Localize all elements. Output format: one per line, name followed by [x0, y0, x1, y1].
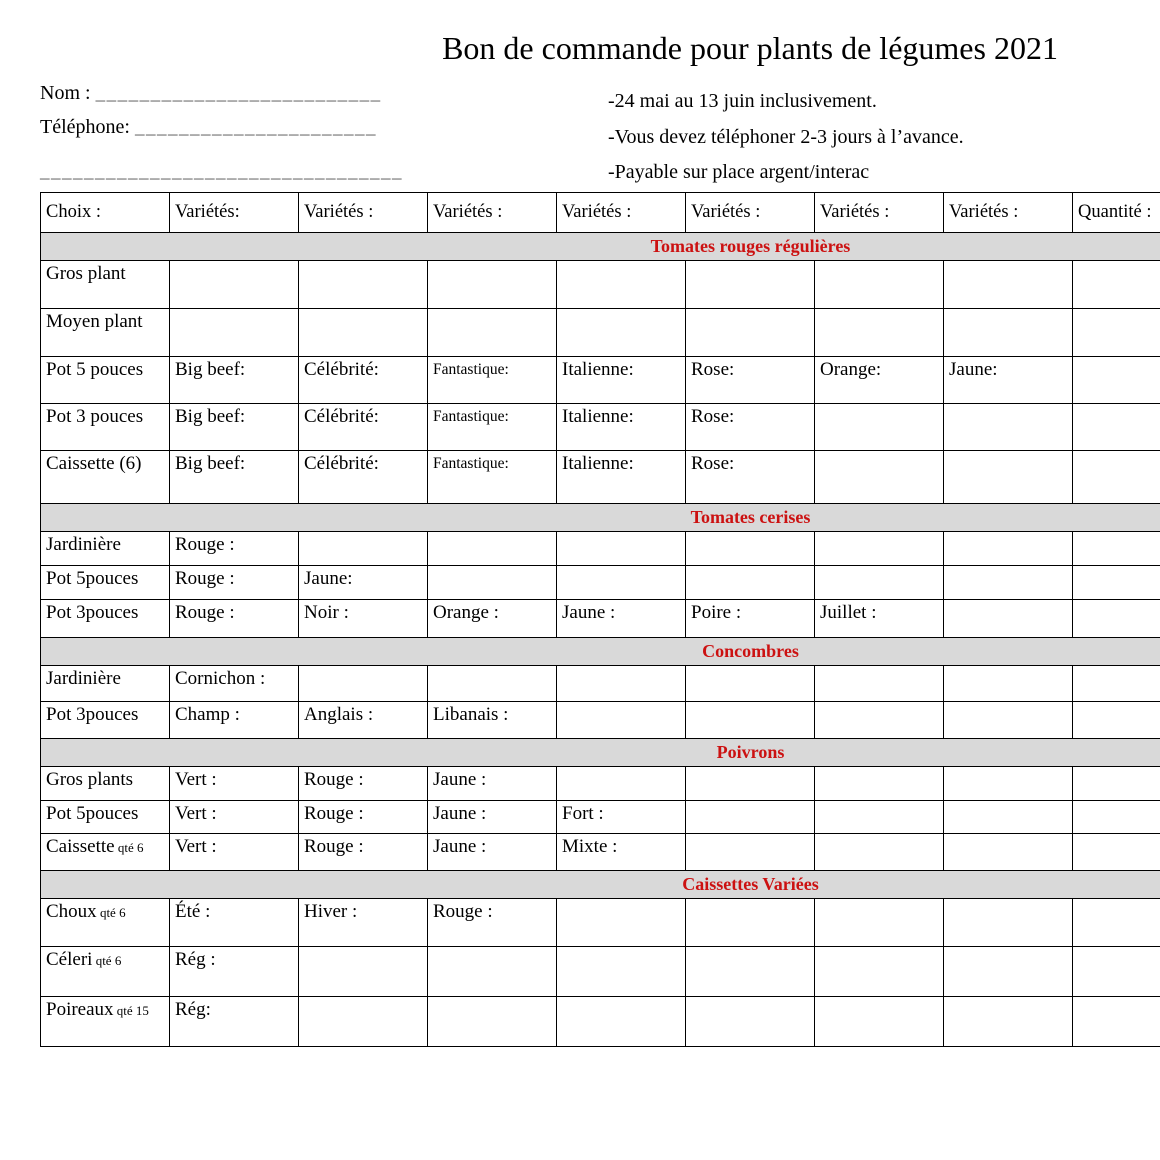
choice-cell: Caissette qté 6 [41, 834, 170, 871]
variety-cell: Rose: [686, 404, 815, 451]
table-row [41, 702, 1160, 739]
nom-label: Nom : [40, 82, 91, 104]
table-row [41, 997, 1160, 1047]
quantity-cell [1073, 767, 1160, 801]
variety-cell [944, 834, 1073, 871]
order-notes [608, 84, 964, 191]
variety-cell [557, 767, 686, 801]
variety-cell: Jaune : [557, 600, 686, 638]
table-row [41, 532, 1160, 566]
variety-cell [815, 899, 944, 947]
variety-cell: Fantastique: [428, 404, 557, 451]
telephone-field [40, 116, 403, 150]
variety-cell [428, 997, 557, 1047]
choice-cell: Pot 5 pouces [41, 357, 170, 404]
telephone-label: Téléphone: [40, 116, 130, 138]
choice-cell: Céleri qté 6 [41, 947, 170, 997]
quantity-cell [1073, 702, 1160, 739]
variety-cell [557, 899, 686, 947]
variety-cell [815, 566, 944, 600]
variety-cell: Été : [170, 899, 299, 947]
note-telephone: -Vous devez téléphoner 2-3 jours à l’avance. [608, 125, 964, 148]
variety-cell: Italienne: [557, 404, 686, 451]
variety-cell: Poire : [686, 600, 815, 638]
quantity-cell [1073, 899, 1160, 947]
variety-cell: Noir : [299, 600, 428, 638]
section-title: Poivrons [716, 741, 785, 762]
quantity-cell [1073, 532, 1160, 566]
section-band [41, 638, 1160, 666]
column-header: Choix : [41, 193, 170, 233]
section-band [41, 504, 1160, 532]
choice-cell: Poireaux qté 15 [41, 997, 170, 1047]
variety-cell [944, 666, 1073, 702]
extra-fill-line: _________________________________ [40, 161, 403, 182]
variety-cell [815, 666, 944, 702]
variety-cell: Cornichon : [170, 666, 299, 702]
section-title: Caissettes Variées [682, 873, 819, 894]
quantity-cell [1073, 566, 1160, 600]
variety-cell: Italienne: [557, 451, 686, 504]
variety-cell [815, 834, 944, 871]
variety-cell: Anglais : [299, 702, 428, 739]
variety-cell [944, 532, 1073, 566]
section-band [41, 871, 1160, 899]
variety-cell [815, 451, 944, 504]
quantity-note: qté 6 [96, 905, 126, 920]
column-header: Variétés : [944, 193, 1073, 233]
variety-cell [557, 566, 686, 600]
variety-cell [944, 309, 1073, 357]
table-row [41, 666, 1160, 702]
variety-cell: Rouge : [299, 801, 428, 834]
table-header-row [41, 193, 1160, 233]
variety-cell [686, 899, 815, 947]
variety-cell [428, 261, 557, 309]
variety-cell: Mixte : [557, 834, 686, 871]
quantity-cell [1073, 834, 1160, 871]
variety-cell [557, 261, 686, 309]
variety-cell: Fantastique: [428, 451, 557, 504]
variety-cell [686, 702, 815, 739]
variety-cell: Rouge : [299, 767, 428, 801]
variety-cell [428, 566, 557, 600]
variety-cell: Vert : [170, 767, 299, 801]
choice-cell: Jardinière [41, 532, 170, 566]
variety-cell [557, 997, 686, 1047]
variety-cell: Jaune : [428, 834, 557, 871]
note-payment: -Payable sur place argent/interac [608, 161, 870, 183]
variety-cell: Jaune: [944, 357, 1073, 404]
choice-cell: Moyen plant [41, 309, 170, 357]
variety-cell [428, 532, 557, 566]
table-row [41, 947, 1160, 997]
variety-cell [815, 702, 944, 739]
variety-cell: Big beef: [170, 451, 299, 504]
nom-field [40, 82, 403, 116]
variety-cell [944, 600, 1073, 638]
table-row [41, 801, 1160, 834]
column-header: Variétés: [170, 193, 299, 233]
variety-cell: Rouge : [170, 566, 299, 600]
variety-cell [686, 801, 815, 834]
quantity-cell [1073, 666, 1160, 702]
section-band-row [41, 871, 1160, 899]
variety-cell [686, 309, 815, 357]
choice-cell: Choux qté 6 [41, 899, 170, 947]
variety-cell [557, 309, 686, 357]
quantity-cell [1073, 261, 1160, 309]
note-dates: -24 mai au 13 juin inclusivement. [608, 90, 877, 112]
variety-cell: Italienne: [557, 357, 686, 404]
variety-cell: Champ : [170, 702, 299, 739]
variety-cell [815, 767, 944, 801]
quantity-cell [1073, 404, 1160, 451]
variety-cell [686, 261, 815, 309]
variety-cell: Jaune : [428, 767, 557, 801]
variety-cell [428, 666, 557, 702]
variety-cell: Rose: [686, 357, 815, 404]
variety-cell: Rég : [170, 947, 299, 997]
section-title: Tomates rouges régulières [650, 235, 851, 256]
variety-cell: Vert : [170, 801, 299, 834]
choice-cell: Pot 3pouces [41, 600, 170, 638]
quantity-cell [1073, 801, 1160, 834]
variety-cell [557, 702, 686, 739]
variety-cell: Rég: [170, 997, 299, 1047]
variety-cell [299, 666, 428, 702]
quantity-note: qté 6 [114, 840, 144, 855]
quantity-cell [1073, 451, 1160, 504]
variety-cell [815, 309, 944, 357]
variety-cell [944, 566, 1073, 600]
variety-cell [815, 997, 944, 1047]
variety-cell: Fantastique: [428, 357, 557, 404]
variety-cell [944, 801, 1073, 834]
variety-cell [686, 566, 815, 600]
order-table [40, 192, 1160, 1047]
variety-cell: Big beef: [170, 357, 299, 404]
section-band-row [41, 233, 1160, 261]
variety-cell [428, 309, 557, 357]
section-band-row [41, 638, 1160, 666]
variety-cell [944, 947, 1073, 997]
variety-cell [944, 404, 1073, 451]
variety-cell [815, 947, 944, 997]
table-row [41, 566, 1160, 600]
column-header: Variétés : [299, 193, 428, 233]
variety-cell: Célébrité: [299, 451, 428, 504]
table-row [41, 600, 1160, 638]
section-title: Tomates cerises [690, 506, 811, 527]
page-title: Bon de commande pour plants de légumes 2021 [442, 30, 1058, 66]
table-row [41, 309, 1160, 357]
section-band [41, 739, 1160, 767]
variety-cell [815, 801, 944, 834]
variety-cell: Hiver : [299, 899, 428, 947]
variety-cell [557, 947, 686, 997]
variety-cell [170, 309, 299, 357]
document-page [40, 0, 1160, 1160]
choice-cell: Caissette (6) [41, 451, 170, 504]
variety-cell [944, 899, 1073, 947]
table-row [41, 261, 1160, 309]
variety-cell: Libanais : [428, 702, 557, 739]
variety-cell [686, 834, 815, 871]
variety-cell: Rouge : [299, 834, 428, 871]
variety-cell [170, 261, 299, 309]
variety-cell: Rose: [686, 451, 815, 504]
variety-cell: Juillet : [815, 600, 944, 638]
variety-cell: Rouge : [170, 600, 299, 638]
section-band [41, 233, 1160, 261]
choice-cell: Pot 5pouces [41, 566, 170, 600]
column-header: Variétés : [557, 193, 686, 233]
quantity-cell [1073, 947, 1160, 997]
variety-cell [944, 261, 1073, 309]
extra-field [40, 160, 403, 194]
table-row [41, 357, 1160, 404]
quantity-note: qté 15 [113, 1003, 149, 1018]
table-row [41, 767, 1160, 801]
table-row [41, 404, 1160, 451]
variety-cell [815, 532, 944, 566]
choice-cell: Pot 5pouces [41, 801, 170, 834]
variety-cell [299, 309, 428, 357]
variety-cell: Orange: [815, 357, 944, 404]
section-band-row [41, 739, 1160, 767]
variety-cell [944, 997, 1073, 1047]
column-header: Variétés : [686, 193, 815, 233]
quantity-cell [1073, 309, 1160, 357]
variety-cell: Jaune: [299, 566, 428, 600]
variety-cell: Jaune : [428, 801, 557, 834]
variety-cell [944, 451, 1073, 504]
variety-cell: Rouge : [170, 532, 299, 566]
variety-cell: Rouge : [428, 899, 557, 947]
variety-cell: Big beef: [170, 404, 299, 451]
variety-cell: Célébrité: [299, 357, 428, 404]
variety-cell [686, 767, 815, 801]
variety-cell [815, 261, 944, 309]
variety-cell [428, 947, 557, 997]
variety-cell [944, 702, 1073, 739]
quantity-cell [1073, 600, 1160, 638]
section-band-row [41, 504, 1160, 532]
variety-cell [299, 261, 428, 309]
column-header: Variétés : [428, 193, 557, 233]
variety-cell [944, 767, 1073, 801]
nom-fill-line: __________________________ [95, 83, 382, 104]
section-title: Concombres [702, 640, 799, 661]
quantity-cell [1073, 357, 1160, 404]
choice-cell: Gros plant [41, 261, 170, 309]
variety-cell [299, 947, 428, 997]
choice-cell: Pot 3pouces [41, 702, 170, 739]
variety-cell [686, 532, 815, 566]
variety-cell: Vert : [170, 834, 299, 871]
contact-fields [40, 82, 403, 194]
variety-cell: Fort : [557, 801, 686, 834]
choice-cell: Pot 3 pouces [41, 404, 170, 451]
variety-cell [557, 666, 686, 702]
column-header: Quantité : [1073, 193, 1160, 233]
variety-cell: Célébrité: [299, 404, 428, 451]
variety-cell [686, 947, 815, 997]
choice-cell: Jardinière [41, 666, 170, 702]
variety-cell [557, 532, 686, 566]
telephone-fill-line: ______________________ [134, 117, 377, 138]
variety-cell [815, 404, 944, 451]
column-header: Variétés : [815, 193, 944, 233]
variety-cell [299, 532, 428, 566]
table-row [41, 451, 1160, 504]
table-row [41, 899, 1160, 947]
variety-cell: Orange : [428, 600, 557, 638]
variety-cell [299, 997, 428, 1047]
variety-cell [686, 997, 815, 1047]
choice-cell: Gros plants [41, 767, 170, 801]
variety-cell [686, 666, 815, 702]
table-row [41, 834, 1160, 871]
quantity-note: qté 6 [92, 953, 122, 968]
quantity-cell [1073, 997, 1160, 1047]
